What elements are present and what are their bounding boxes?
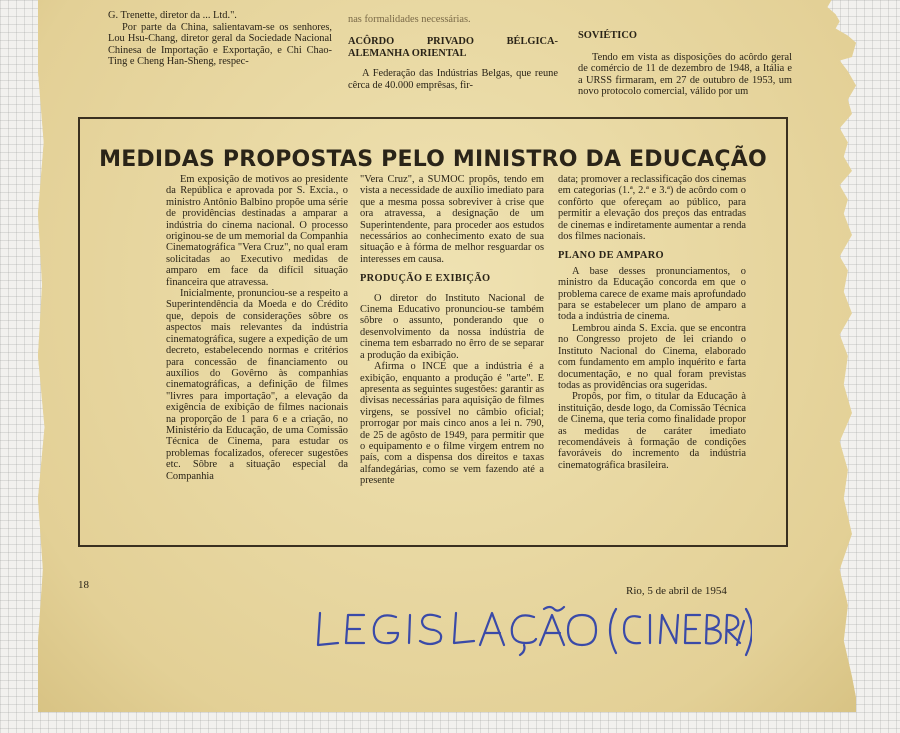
handwritten-note — [312, 603, 752, 663]
fragment-column-2 — [348, 14, 558, 91]
fragment-column-3 — [578, 30, 792, 98]
article-paragraph: O diretor do Instituto Nacional de Cinema Educativo pronunciou-se também sôbre o assunto, ponderando que o desenvolvimento da nossa indústria de cinema tem esbarrado no êrro de se separar a produção da exibição. — [360, 292, 544, 361]
fragment-column-1 — [108, 10, 332, 68]
section-heading: PRODUÇÃO E EXIBIÇÃO — [360, 273, 491, 285]
page-number: 18 — [78, 579, 89, 591]
article-paragraph: "Vera Cruz", a SUMOC propôs, tendo em vista a necessidade de auxílio imediato para que a mesma possa sobreviver à crise que ora atravessa, a designação de um Superintendente, para proceder aos estudos necessários ao conhecimento exato de sua situação e à fórma de melhor resguardar os interesses em causa. — [360, 174, 544, 265]
fragment-paragraph: G. Trenette, diretor da ... Ltd.". — [108, 10, 237, 21]
fragment-heading: ACÔRDO PRIVADO BÉLGICA-ALEMANHA ORIENTAL — [348, 36, 558, 59]
article-paragraph: Em exposição de motivos ao presidente da República e aprovada por S. Excia., o ministro Antônio Balbino propõe uma série de providências destinadas a amparar a indústria do cinema nacional. O processo originou-se de um memorial da Companhia Cinematográfica "Vera Cruz", no qual eram solicitadas ao Executivo medidas de amparo em face da difícil situação financeira que atravessa. — [166, 174, 348, 288]
fragment-paragraph: A Federação das Indústrias Belgas, que reune cêrca de 40.000 emprêsas, fir- — [348, 68, 558, 91]
article-headline: MEDIDAS PROPOSTAS PELO MINISTRO DA EDUCAÇÃO — [99, 147, 767, 172]
fragment-paragraph: Por parte da China, salientavam-se os senhores, Lou Hsu-Chang, diretor geral da Sociedade Nacional Chinesa de Importação e Exportação, e Chi Chao-Ting e Cheng Han-Sheng, respec- — [108, 21, 332, 68]
article-paragraph: data; promover a reclassificação dos cinemas em categorias (1.ª, 2.ª e 3.ª) de acôrdo com o confôrto que ofereçam ao público, para permitir a elevação dos preços das entradas de cinemas e indiretamente aumentar a renda dos filmes nacionais. — [558, 174, 746, 243]
handwriting-drawing — [312, 603, 752, 663]
article-box — [78, 117, 788, 547]
article-paragraph: A base desses pronunciamentos, o ministro da Educação concorda em que o problema carece de exame mais aprofundado para se estabelecer um plano de amparo a toda a indústria de cinema. — [558, 265, 746, 323]
article-paragraph: Inicialmente, pronunciou-se a respeito a Superintendência da Moeda e do Crédito que, depois de considerações sôbre os aspectos mais relevantes da indústria cinematográfica, sugere a expedição de um decreto, estabelecendo normas e critérios para concessão de financiamento ou auxílios do Govêrno às companhias cinematográficas, a definição de filmes "livres para importação", a elevação da exigência de exibição de filmes nacionais na proporção de 1 para 6 e a criação, no Ministério da Educação, de uma Comissão Técnica de Cinema, para estudar os problemas focalizados, oferecer sugestões etc. Sôbre a situação especial da Companhia — [166, 288, 348, 482]
date-line: Rio, 5 de abril de 1954 — [626, 585, 727, 597]
fragment-cut-line: nas formalidades necessárias. — [348, 14, 471, 25]
fragment-paragraph: Tendo em vista as disposições do acôrdo geral de comércio de 11 de dezembro de 1948, a Itália e a URSS firmaram, em 27 de outubro de 1953, um novo protocolo comercial, válido por um — [578, 51, 792, 98]
article-column-2 — [360, 174, 544, 487]
article-paragraph: Afirma o INCE que a indústria é a exibição, enquanto a produção é "arte". E apresenta as seguintes sugestões: garantir as divisas necessárias para aquisição de filmes virgens, se possível no câmbio oficial; prorrogar por mais cinco anos a lei n. 790, de 25 de agôsto de 1949, para permitir que o equipamento e o filme virgem entrem no país, com a dispensa dos direitos e taxas alfandegárias, como se vem fazendo até a presente — [360, 361, 544, 487]
article-column-3 — [558, 174, 746, 471]
section-heading: PLANO DE AMPARO — [558, 250, 664, 262]
article-paragraph: Lembrou ainda S. Excia. que se encontra no Congresso projeto de lei criando o Instituto Nacional do Cinema, elaborado com fundamento em amplo inquérito e farta documentação, e no qual foram previstas todas as providências ora sugeridas. — [558, 322, 746, 391]
fragment-heading: SOVIÉTICO — [578, 30, 637, 41]
article-column-1 — [166, 174, 348, 482]
article-paragraph: Propôs, por fim, o titular da Educação à instituição, desde logo, da Comissão Técnica de Cinema, que teria como finalidade propor as medidas de caráter imediato recomendáveis à formação de condições favoráveis do incremento da indústria cinematográfica brasileira. — [558, 391, 746, 471]
